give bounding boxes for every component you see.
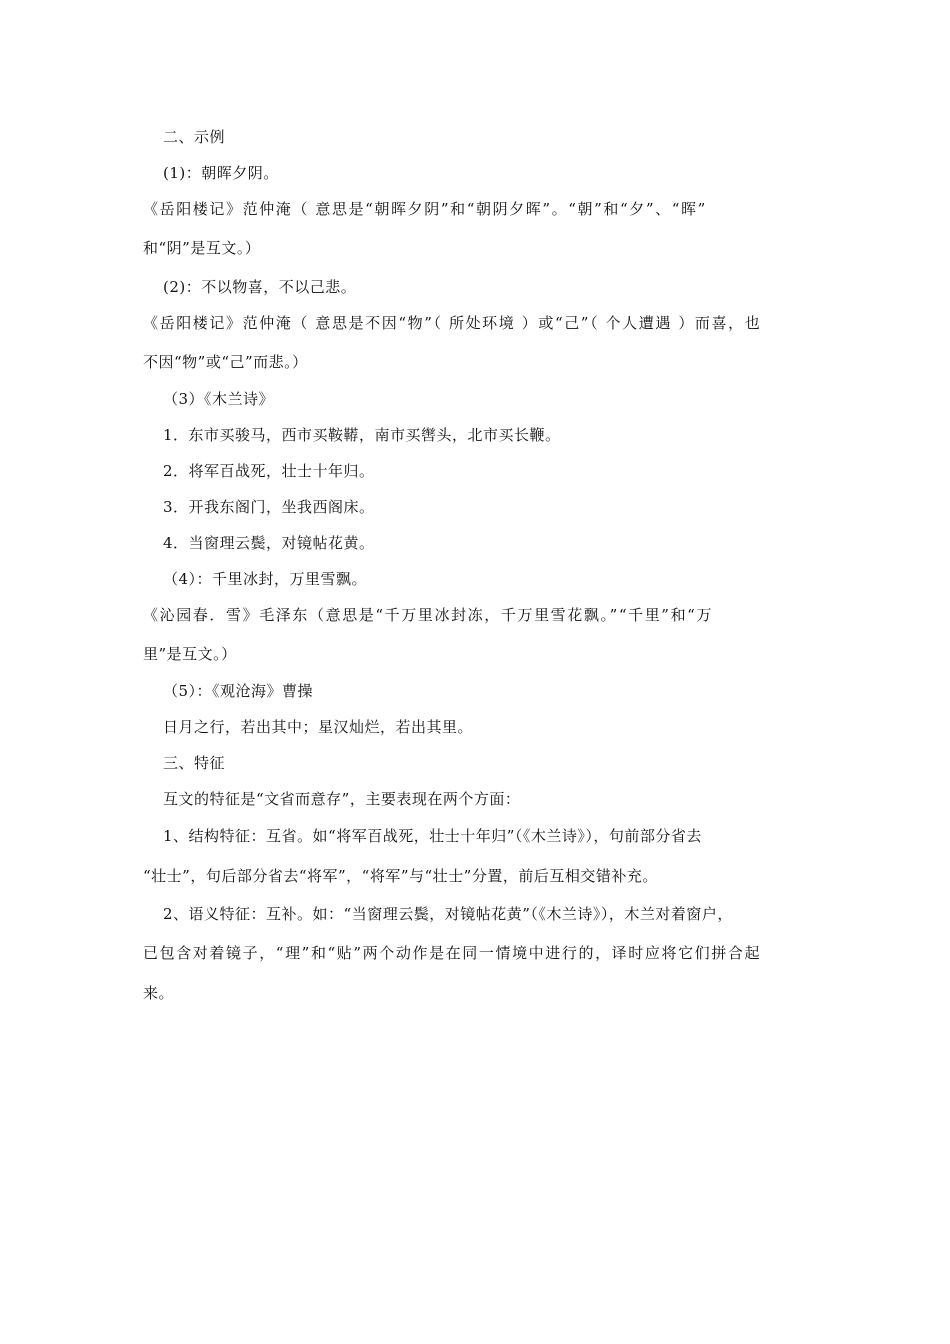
example-3-item-1: 1．东市买骏马，西市买鞍鞯，南市买辔头，北市买长鞭。 xyxy=(163,426,561,444)
feature-2-semantic: 2、语义特征：互补。如：“当窗理云鬓，对镜帖花黄”（《木兰诗》），木兰对着窗户， xyxy=(163,905,733,923)
example-4-explanation-cont: 里”是互文。） xyxy=(143,645,237,663)
example-2-explanation: 《岳阳楼记》范仲淹（ 意思是不因“物”（ 所处环境 ）或“己”（ 个人遭遇 ）而喜，也 xyxy=(143,314,762,332)
feature-1-structure-cont: “壮士”，句后部分省去“将军”，“将军”与“壮士”分置，前后互相交错补充。 xyxy=(143,867,658,885)
example-5-text: 日月之行，若出其中；星汉灿烂，若出其里。 xyxy=(163,718,474,736)
example-3-item-4: 4．当窗理云鬓，对镜帖花黄。 xyxy=(163,534,375,552)
example-3-item-2: 2．将军百战死，壮士十年归。 xyxy=(163,462,375,480)
section-heading-features: 三、特征 xyxy=(163,754,226,772)
example-4-explanation: 《沁园春．雪》毛泽东（意思是“千万里冰封冻，千万里雪花飘。”“千里”和“万 xyxy=(143,606,714,624)
feature-2-semantic-cont: 已包含对着镜子，“理”和“贴”两个动作是在同一情境中进行的，译时应将它们拼合起 xyxy=(143,944,762,962)
example-4-title: （4）：千里冰封，万里雪飘。 xyxy=(163,570,368,588)
example-2-title: (2)：不以物喜，不以己悲。 xyxy=(163,278,357,296)
example-3-title: （3）《木兰诗》 xyxy=(163,390,275,408)
example-1-title: (1)：朝晖夕阴。 xyxy=(163,164,279,182)
example-2-explanation-cont: 不因“物”或“己”而悲。） xyxy=(143,353,308,371)
example-3-item-3: 3．开我东阁门，坐我西阁床。 xyxy=(163,498,375,516)
example-1-explanation-cont: 和“阴”是互文。） xyxy=(143,239,261,257)
feature-1-structure: 1、结构特征：互省。如“将军百战死，壮士十年归”（《木兰诗》），句前部分省去 xyxy=(163,827,702,845)
feature-2-semantic-end: 来。 xyxy=(143,984,175,1002)
features-intro: 互文的特征是“文省而意存”，主要表现在两个方面： xyxy=(163,790,521,808)
section-heading-examples: 二、示例 xyxy=(163,128,226,146)
example-5-title: （5）：《观沧海》曹操 xyxy=(163,682,314,700)
example-1-explanation: 《岳阳楼记》范仲淹（ 意思是“朝晖夕阴”和“朝阴夕晖”。“朝”和“夕”、“晖” xyxy=(143,200,707,218)
